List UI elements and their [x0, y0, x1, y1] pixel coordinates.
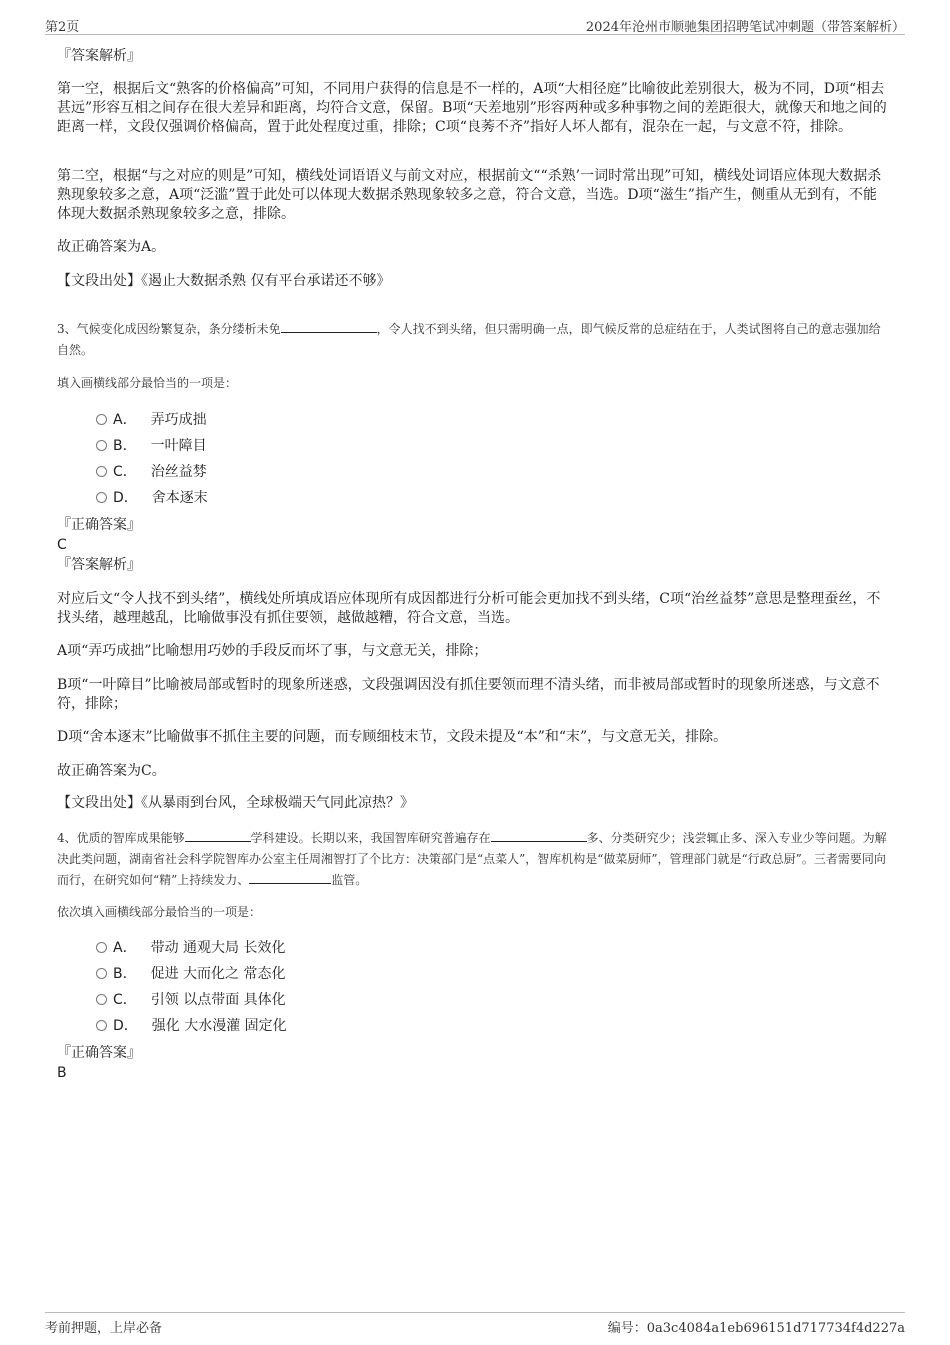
document-id: 编号：0a3c4084a1eb696151d717734f4d227a	[607, 1321, 905, 1336]
option-c[interactable]	[96, 462, 207, 482]
answer-blank	[281, 320, 377, 333]
option-letter: D．	[113, 490, 138, 506]
option-text: 带动 通观大局 长效化	[150, 940, 286, 956]
conclusion-text: 故正确答案为C。	[57, 763, 166, 779]
analysis-paragraph: 对应后文“令人找不到头绪”，横线处所填成语应体现所有成因都进行分析可能会更加找不到头绪，C项“治丝益棼”意思是整理蚕丝，不找头绪，越理越乱，比喻做事没有抓住要领，越做越糟，符合文意，当选。	[57, 591, 881, 626]
option-letter: B．	[113, 438, 137, 454]
analysis-paragraph: 第一空，根据后文“熟客的价格偏高”可知，不同用户获得的信息是不一样的，A项“大相径庭”比喻彼此差别很大，极为不同，D项“相去甚远”形容互相之间存在很大差异和距离，均符合文意，保留。B项“天差地别”形容两种或多种事物之间的差距很大，就像天和地之间的距离一样，文段仅强调价格偏高，置于此处程度过重，排除；C项“良莠不齐”指好人坏人都有，混杂在一起，与文意不符，排除。	[57, 81, 887, 135]
radio-icon[interactable]	[96, 414, 107, 425]
source-text: 【文段出处】《从暴雨到台风，全球极端天气同此凉热？》	[57, 795, 414, 811]
option-letter: B．	[113, 966, 137, 982]
question-stem	[57, 828, 887, 891]
option-text: 弄巧成拙	[150, 412, 207, 428]
question-stem	[57, 319, 887, 361]
footer-slogan: 考前押题，上岸必备	[45, 1321, 163, 1336]
analysis-paragraph: A项“弄巧成拙”比喻想用巧妙的手段反而坏了事，与文意无关，排除；	[57, 643, 488, 659]
analysis-paragraph: B项“一叶障目”比喻被局部或暂时的现象所迷惑，文段强调因没有抓住要领而理不清头绪，而非被局部或暂时的现象所迷惑，与文意不符，排除；	[57, 677, 880, 712]
radio-icon[interactable]	[96, 968, 107, 979]
page-number: 第2页	[45, 20, 80, 35]
radio-icon[interactable]	[96, 1020, 107, 1031]
question-stem-part: 3、气候变化成因纷繁复杂，条分缕析未免	[57, 322, 281, 336]
option-text: 一叶障目	[150, 438, 207, 454]
option-letter: C．	[113, 464, 137, 480]
option-b[interactable]	[96, 964, 286, 984]
option-b[interactable]	[96, 436, 207, 456]
document-title: 2024年沧州市顺驰集团招聘笔试冲刺题（带答案解析）	[585, 20, 905, 35]
conclusion-text: 故正确答案为A。	[57, 239, 166, 255]
question-stem-part: 多、分类研究少；浅尝辄止多、深入专业少等问题。为解决此类问题，湖南省社会科学院智库办公室主任周湘智打了个比方：决策部门是“点菜人”，智库机构是“做菜厨师”，管理部门就是“行政总厨”。三者需要同向而行，在研究如何“精”上持续发力、	[57, 831, 887, 887]
question-stem-part: ，令人找不到头绪，但只需明确一点，即气候反常的总症结在于，人类试图将自己的意志强加给自然。	[57, 322, 881, 357]
answer-analysis-label: 『答案解析』	[57, 48, 141, 64]
question-stem-part: 4、优质的智库成果能够	[57, 831, 185, 845]
answer-blank	[185, 829, 251, 842]
answer-blank	[249, 871, 331, 884]
option-a[interactable]	[96, 410, 207, 430]
option-text: 引领 以点带面 具体化	[150, 992, 286, 1008]
option-letter: D．	[113, 1018, 138, 1034]
question-stem-part: 学科建设。长期以来，我国智库研究普遍存在	[250, 831, 491, 845]
option-a[interactable]	[96, 938, 285, 958]
correct-answer-label: 『正确答案』	[57, 1045, 141, 1061]
option-letter: A．	[113, 940, 137, 956]
option-text: 促进 大而化之 常态化	[150, 966, 286, 982]
option-letter: C．	[113, 992, 137, 1008]
question-prompt: 填入画横线部分最恰当的一项是：	[57, 376, 238, 390]
radio-icon[interactable]	[96, 492, 107, 503]
option-letter: A．	[113, 412, 137, 428]
question-stem-part: 监管。	[331, 873, 368, 887]
correct-answer: C	[57, 537, 67, 553]
analysis-paragraph: D项“舍本逐末”比喻做事不抓住主要的问题，而专顾细枝末节，文段未提及“本”和“末”，与文意无关，排除。	[57, 729, 728, 745]
radio-icon[interactable]	[96, 440, 107, 451]
correct-answer: B	[57, 1065, 67, 1081]
option-d[interactable]	[96, 488, 208, 508]
radio-icon[interactable]	[96, 466, 107, 477]
answer-blank	[491, 829, 587, 842]
option-text: 强化 大水漫灌 固定化	[151, 1018, 287, 1034]
question-prompt: 依次填入画横线部分最恰当的一项是：	[57, 905, 262, 919]
page-header	[45, 14, 905, 35]
option-c[interactable]	[96, 990, 286, 1010]
source-text: 【文段出处】《遏止大数据杀熟 仅有平台承诺还不够》	[57, 273, 391, 289]
radio-icon[interactable]	[96, 994, 107, 1005]
option-text: 舍本逐末	[151, 490, 208, 506]
radio-icon[interactable]	[96, 942, 107, 953]
analysis-paragraph: 第二空，根据“与之对应的则是”可知，横线处词语语义与前文对应，根据前文““杀熟’一词时常出现”可知，横线处词语应体现大数据杀熟现象较多之意，A项“泛滥”置于此处可以体现大数据杀熟现象较多之意，符合文意，当选。D项“滋生”指产生，侧重从无到有，不能体现大数据杀熟现象较多之意，排除。	[57, 168, 882, 222]
correct-answer-label: 『正确答案』	[57, 517, 141, 533]
option-d[interactable]	[96, 1016, 287, 1036]
answer-analysis-label: 『答案解析』	[57, 557, 141, 573]
option-text: 治丝益棼	[150, 464, 207, 480]
page-footer	[45, 1312, 905, 1337]
